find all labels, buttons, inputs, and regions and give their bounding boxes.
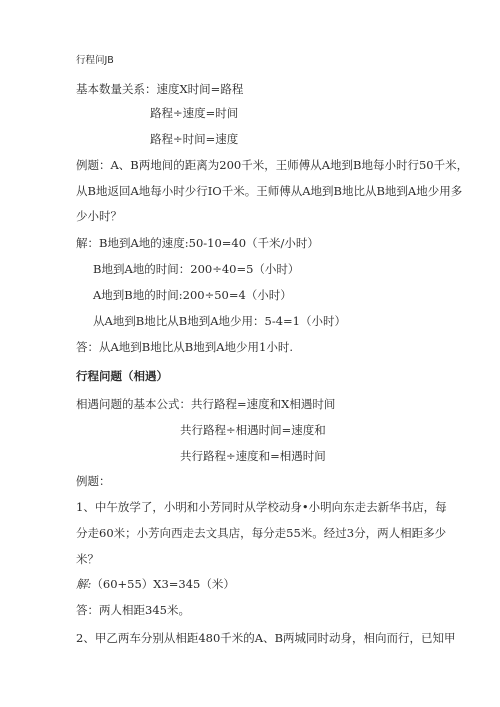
solution-line: 解：B地到A地的速度:50-10=40（千米/小时）: [76, 236, 319, 250]
formula-speed: 路程÷时间=速度: [150, 132, 239, 146]
example-label: 例题：: [76, 474, 111, 488]
solution-label: 解:: [76, 577, 92, 591]
section-heading-meeting: 行程问题（相遇）: [76, 369, 168, 383]
answer-line: 答：从A地到B地比从B地到A地少用1小时.: [76, 340, 293, 354]
question-text-line: 2、甲乙两车分别从相距480千米的A、B两城同时动身，相向而行，已知甲: [76, 631, 456, 645]
example-text-line: 从B地返回A地每小时少行IO千米。王师傅从A地到B地比从B地到A地少用多: [76, 184, 463, 198]
solution-line: A地到B地的时间:200÷50=4（小时）: [93, 288, 292, 302]
solution-line: B地到A地的时间：200÷40=5（小时）: [93, 262, 300, 276]
solution-line: [76, 577, 235, 591]
basic-relation-formula: 基本数量关系：速度X时间=路程: [76, 82, 244, 96]
section-heading-travel: 行程问JB: [76, 55, 114, 66]
question-text-line: 米？: [76, 552, 99, 566]
answer-line: 答：两人相距345米。: [76, 603, 190, 617]
formula-time: 路程÷速度=时间: [150, 106, 239, 120]
solution-expression: （60+55）X3=345（米）: [91, 577, 235, 591]
meeting-formula: 相遇问题的基本公式：共行路程=速度和X相遇时间: [76, 397, 336, 411]
example-text-line: 例题：A、B两地间的距离为200千米，王师傅从A地到B地每小时行50千米，: [76, 158, 469, 172]
question-text-line: 分走60米；小芳向西走去文具店，每分走55米。经过3分，两人相距多少: [76, 526, 447, 540]
example-text-line: 少小时？: [76, 209, 122, 223]
meeting-formula: 共行路程÷速度和=相遇时间: [180, 449, 326, 463]
meeting-formula: 共行路程÷相遇时间=速度和: [180, 423, 326, 437]
question-text-line: 1、中午放学了，小明和小芳同时从学校动身•小明向东走去新华书店，每: [76, 500, 447, 514]
solution-line: 从A地到B地比从B地到A地少用：5-4=1（小时）: [93, 314, 346, 328]
